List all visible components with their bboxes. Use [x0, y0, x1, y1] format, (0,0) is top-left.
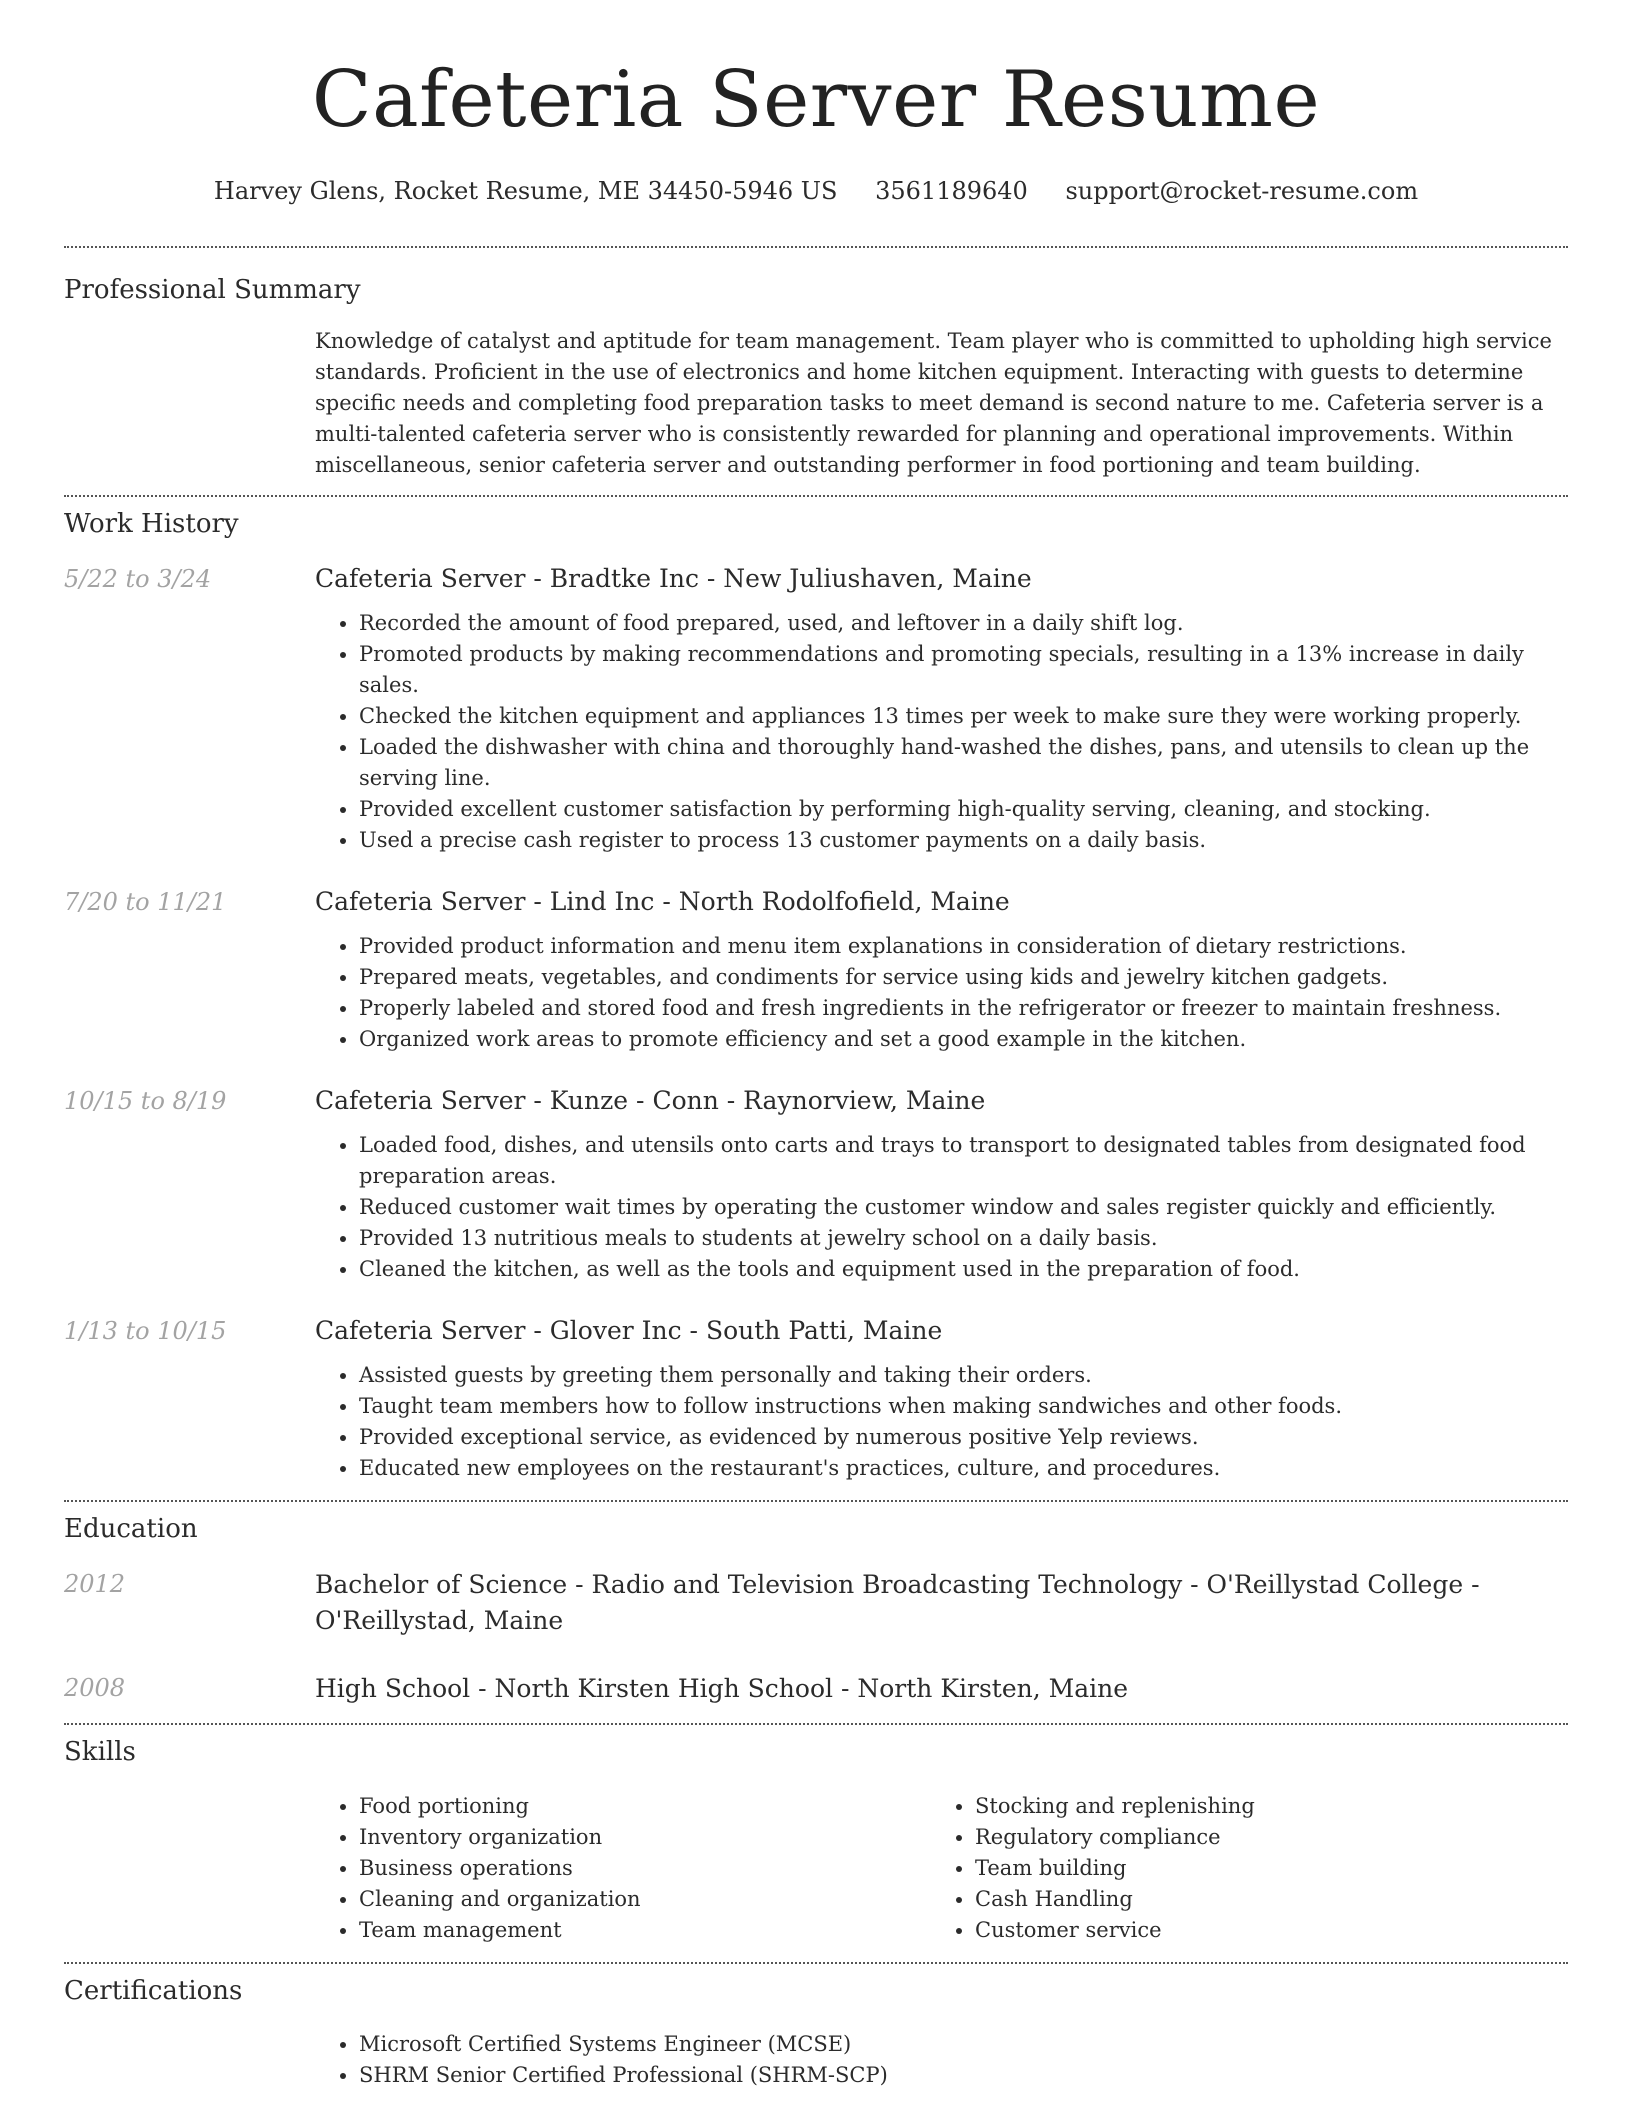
list-item: • Loaded food, dishes, and utensils onto carts and trays to transport to designated tables from designated food preparation areas. [359, 1130, 1568, 1192]
section-heading-certifications: Certifications [64, 1976, 243, 2006]
list-item: • Provided product information and menu item explanations in consideration of dietary restrictions. [359, 931, 1568, 962]
section-heading-skills: Skills [64, 1737, 136, 1767]
job-entry [64, 562, 1568, 856]
list-item: • Team building [975, 1853, 1547, 1884]
summary-text: Knowledge of catalyst and aptitude for team management. Team player who is committed to upholding high service standards. Proficient in the use of electronics and home kitchen equipment. Interacting with guests to determine specific needs and completing food preparation tasks to meet demand is second nature to me. Cafeteria server is a multi-talented cafeteria server who is consistently rewarded for planning and operational improvements. Within miscellaneous, senior cafeteria server and outstanding performer in food portioning and team building. [315, 329, 1552, 477]
skills-list-left [315, 1791, 931, 1946]
education-title: Bachelor of Science - Radio and Television Broadcasting Technology - O'Reillystad College - O'Reillystad, Maine [315, 1570, 1480, 1635]
job-dates: 10/15 to 8/19 [64, 1087, 227, 1115]
contact-address: Harvey Glens, Rocket Resume, ME 34450-5946 US [213, 177, 838, 205]
skills-spacer [64, 1791, 315, 1946]
list-item: • Provided excellent customer satisfaction by performing high-quality serving, cleaning, and stocking. [359, 794, 1568, 825]
list-item: • Cash Handling [975, 1884, 1547, 1915]
job-duties [315, 1130, 1568, 1285]
resume-page [64, 0, 1568, 2091]
list-item: • Used a precise cash register to process 13 customer payments on a daily basis. [359, 825, 1568, 856]
list-item: • Regulatory compliance [975, 1822, 1547, 1853]
list-item: • Checked the kitchen equipment and appliances 13 times per week to make sure they were working properly. [359, 701, 1568, 732]
job-dates: 7/20 to 11/21 [64, 888, 227, 916]
summary-spacer [64, 326, 315, 481]
certifications-spacer [64, 2029, 315, 2091]
education-entry [64, 1567, 1568, 1639]
education-entry [64, 1671, 1568, 1707]
job-title: Cafeteria Server - Kunze - Conn - Raynorview, Maine [315, 1086, 986, 1115]
list-item: • Business operations [359, 1853, 931, 1884]
job-entry [64, 1084, 1568, 1285]
skills-section [64, 1725, 1568, 1946]
resume-header [64, 0, 1568, 208]
job-dates: 5/22 to 3/24 [64, 565, 212, 593]
list-item: • Assisted guests by greeting them personally and taking their orders. [359, 1360, 1568, 1391]
certifications-list [315, 2029, 1568, 2091]
education-year: 2008 [64, 1674, 126, 1702]
job-title: Cafeteria Server - Bradtke Inc - New Juliushaven, Maine [315, 564, 1032, 593]
education-title: High School - North Kirsten High School - North Kirsten, Maine [315, 1674, 1129, 1703]
list-item: • Properly labeled and stored food and fresh ingredients in the refrigerator or freezer to maintain freshness. [359, 993, 1568, 1024]
section-heading-summary: Professional Summary [64, 275, 361, 305]
certifications-section [64, 1964, 1568, 2091]
list-item: • Team management [359, 1915, 931, 1946]
job-duties [315, 1360, 1568, 1484]
job-duties [315, 931, 1568, 1055]
list-item: • SHRM Senior Certified Professional (SHRM-SCP) [359, 2060, 1568, 2091]
job-title: Cafeteria Server - Glover Inc - South Patti, Maine [315, 1316, 943, 1345]
list-item: • Taught team members how to follow instructions when making sandwiches and other foods. [359, 1391, 1568, 1422]
list-item: • Provided 13 nutritious meals to students at jewelry school on a daily basis. [359, 1223, 1568, 1254]
contact-email: support@rocket-resume.com [1065, 177, 1419, 205]
job-title: Cafeteria Server - Lind Inc - North Rodolfofield, Maine [315, 887, 1010, 916]
contact-phone: 3561189640 [875, 177, 1028, 205]
job-dates: 1/13 to 10/15 [64, 1317, 227, 1345]
work-history-section [64, 497, 1568, 1484]
list-item: • Customer service [975, 1915, 1547, 1946]
education-section [64, 1502, 1568, 1707]
list-item: • Recorded the amount of food prepared, used, and leftover in a daily shift log. [359, 608, 1568, 639]
job-entry [64, 1314, 1568, 1484]
section-heading-education: Education [64, 1514, 198, 1544]
list-item: • Provided exceptional service, as evidenced by numerous positive Yelp reviews. [359, 1422, 1568, 1453]
list-item: • Organized work areas to promote efficiency and set a good example in the kitchen. [359, 1024, 1568, 1055]
list-item: • Reduced customer wait times by operating the customer window and sales register quickly and efficiently. [359, 1192, 1568, 1223]
list-item: • Prepared meats, vegetables, and condiments for service using kids and jewelry kitchen gadgets. [359, 962, 1568, 993]
job-duties [315, 608, 1568, 856]
list-item: • Loaded the dishwasher with china and thoroughly hand-washed the dishes, pans, and utensils to clean up the serving line. [359, 732, 1568, 794]
contact-line [64, 174, 1568, 208]
education-year: 2012 [64, 1570, 126, 1598]
list-item: • Cleaning and organization [359, 1884, 931, 1915]
list-item: • Educated new employees on the restaurant's practices, culture, and procedures. [359, 1453, 1568, 1484]
list-item: • Inventory organization [359, 1822, 931, 1853]
list-item: • Stocking and replenishing [975, 1791, 1547, 1822]
list-item: • Microsoft Certified Systems Engineer (MCSE) [359, 2029, 1568, 2060]
page-title: Cafeteria Server Resume [311, 55, 1321, 145]
list-item: • Promoted products by making recommendations and promoting specials, resulting in a 13% increase in daily sales. [359, 639, 1568, 701]
summary-section [64, 248, 1568, 481]
section-heading-work: Work History [64, 509, 239, 539]
list-item: • Food portioning [359, 1791, 931, 1822]
list-item: • Cleaned the kitchen, as well as the tools and equipment used in the preparation of food. [359, 1254, 1568, 1285]
skills-list-right [931, 1791, 1547, 1946]
job-entry [64, 885, 1568, 1055]
